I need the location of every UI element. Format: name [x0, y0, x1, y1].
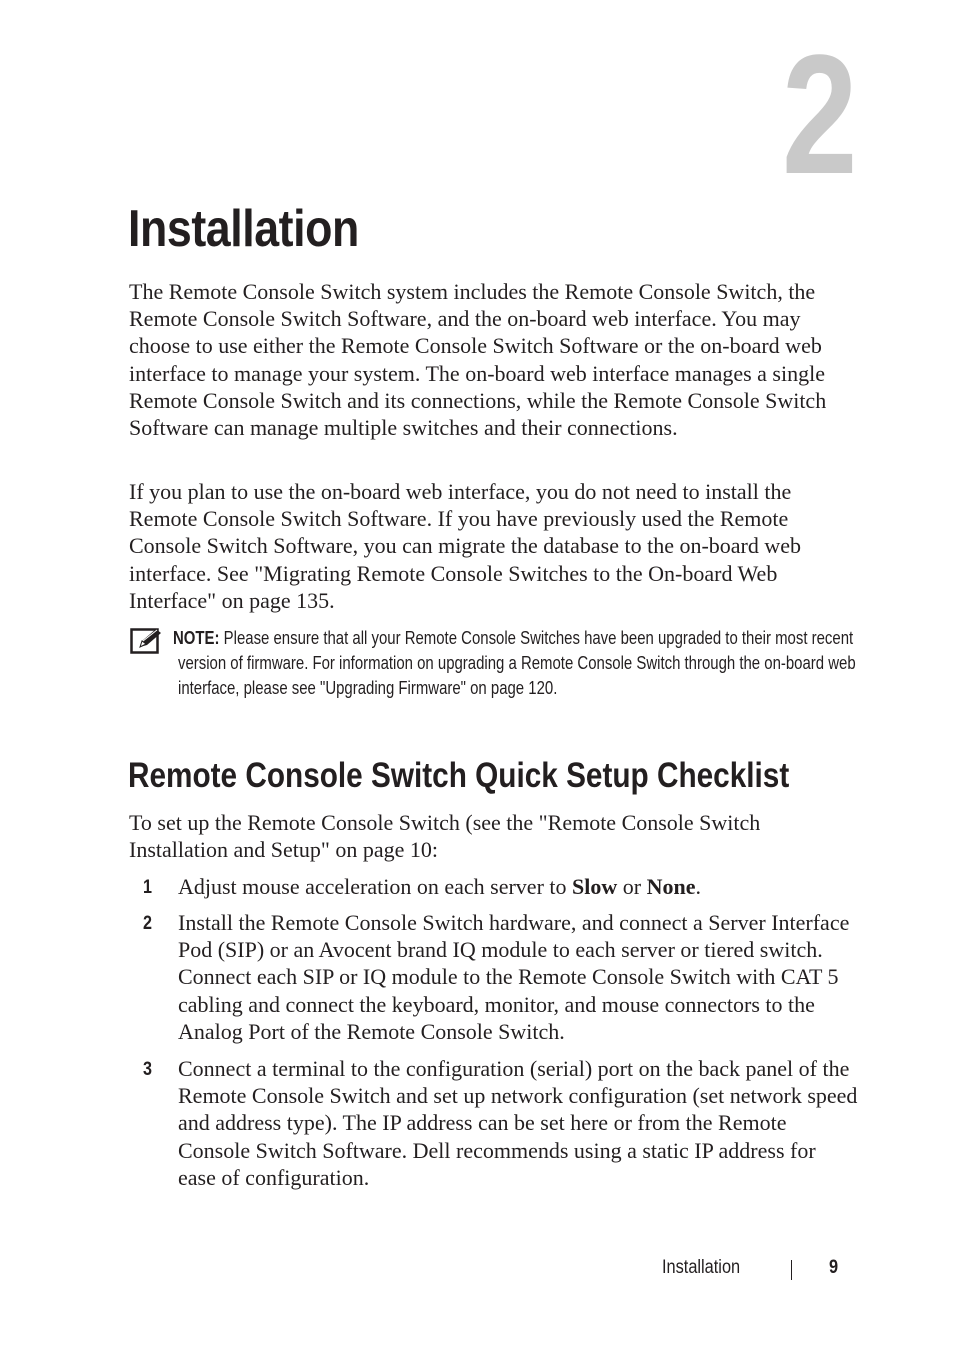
step-text-part: Adjust mouse acceleration on each server to — [178, 874, 573, 899]
page-number: 9 — [829, 1257, 839, 1278]
step-text — [178, 873, 858, 900]
option-slow: Slow — [572, 874, 618, 899]
note-callout — [130, 626, 860, 701]
step-text: Connect a terminal to the configuration (serial) port on the back panel of the Remote Console Switch and set up network configuration (set network speed and address type). The IP address can be set here or from the Remote Console Switch Software. Dell recommends using a static IP address for ease of configuration. — [178, 1056, 858, 1190]
chapter-number: 2 — [782, 20, 858, 210]
intro-paragraph: If you plan to use the on-board web interface, you do not need to install the Remote Console Switch Software. If you have previously used the Remote Console Switch Software, you can migrate the database to the on-board web interface. See "Migrating Remote Console Switches to the On-board Web Interface" on page 135. — [129, 479, 802, 613]
step-text-part: or — [617, 874, 647, 899]
note-pencil-icon — [130, 628, 162, 654]
step-number: 2 — [143, 913, 152, 934]
step-text: Install the Remote Console Switch hardware, and connect a Server Interface Pod (SIP) or an Avocent brand IQ module to each server or tiered switch. Connect each SIP or IQ module to the Remote Console Switch with CAT 5 cabling and connect the keyboard, monitor, and mouse connectors to the Analog Port of the Remote Console Switch. — [178, 910, 850, 1044]
step-number: 1 — [143, 877, 152, 898]
section-heading: Remote Console Switch Quick Setup Checklist — [128, 756, 790, 795]
step-text-part: . — [695, 874, 701, 899]
footer-divider — [791, 1260, 792, 1280]
option-none: None — [646, 874, 696, 899]
step-number: 3 — [143, 1059, 152, 1080]
chapter-title: Installation — [128, 200, 359, 258]
section-lead: To set up the Remote Console Switch (see the "Remote Console Switch Installation and Setup" on page 10: — [129, 810, 761, 863]
intro-paragraph: The Remote Console Switch system includes the Remote Console Switch, the Remote Console Switch Software, and the on-board web interface. You may choose to use either the Remote Console Switch Software or the on-board web interface to manage your system. The on-board web interface manages a single Remote Console Switch and its connections, while the Remote Console Switch Software can manage multiple switches and their connections. — [129, 279, 827, 441]
footer-title: Installation — [662, 1257, 741, 1278]
note-label: NOTE: — [173, 628, 220, 648]
note-text: Please ensure that all your Remote Console Switches have been upgraded to their most recent version of firmware. For information on upgrading a Remote Console Switch through the on-board web interface, please see "Upgrading Firmware" on page 120. — [178, 628, 856, 698]
